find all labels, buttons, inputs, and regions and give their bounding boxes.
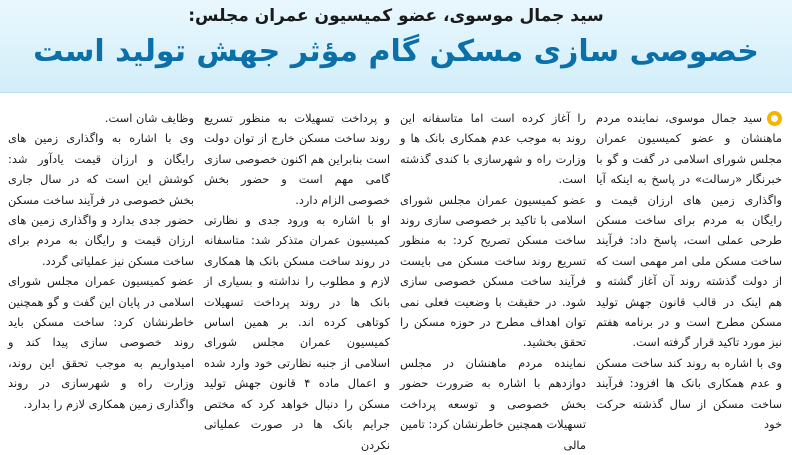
article-paragraph: وی با اشاره به واگذاری زمین های رایگان و ارزان قیمت یادآور شد: کوشش این است که در سال جاری بخش خصوصی در فرآیند ساخت مسکن حضور جدی بدارد و واگذاری زمین های ارزان قیمت و رایگان به مردم برای ساخت مسکن نیز عملیاتی گردد. xyxy=(8,131,194,268)
article-paragraph: عضو کمیسیون عمران مجلس شورای اسلامی در پایان این گفت و گو همچنین خاطرنشان کرد: ساخت مسکن باید روند خصوصی سازی پیدا کند و امیدواریم به موجب تحقق این روند، وزارت راه و شهرسازی در روند واگذاری زمین همکاری لازم را بدارد. xyxy=(8,274,194,411)
article-paragraph: وظایف شان است. xyxy=(104,111,194,125)
article-paragraph: را آغاز کرده است اما متاسفانه این روند به موجب عدم همکاری بانک ها و وزارت راه و شهرسازی با کندی گذشته است. xyxy=(400,111,586,187)
article-column-2 xyxy=(399,108,586,452)
article-paragraph: وی با اشاره به روند کند ساخت مسکن و عدم همکاری بانک ها افزود: فرآیند ساخت مسکن از سال گذشته حرکت خود xyxy=(596,355,782,432)
article-paragraph: او با اشاره به ورود جدی و نظارتی کمیسیون عمران متذکر شد: متاسفانه در روند ساخت مسکن بانک ها همکاری لازم و مطلوب را نداشته و بسیاری از بانک ها در روند پرداخت تسهیلات کوتاهی کرده اند. بر همین اساس کمیسیون عمران مجلس شورای اسلامی از جنبه نظارتی خود وارد شده و اعمال ماده ۴ قانون جهش تولید مسکن را دنبال خواهد کرد که مختص جرایم بانک ها در صورت عملیاتی نکردن xyxy=(204,213,390,452)
article-header xyxy=(0,0,792,93)
article-column-3 xyxy=(204,108,390,452)
article-paragraph: سید جمال موسوی، نماینده مردم ماهنشان و عضو کمیسیون عمران مجلس شورای اسلامی در گفت و گو با خبرنگار «رسالت» در پاسخ به اینکه آیا واگذاری زمین های ارزان قیمت و رایگان به مردم برای ساخت مسکن طرحی عملی است، پاسخ داد: فرآیند ساخت مسکن ملی امر مهمی است که از دولت گذشته روند آن آغاز گشته و هم اینک در قالب قانون جهش تولید مسکن مطرح است و در برنامه هفتم نیز مورد تاکید قرار گرفته است. xyxy=(596,111,782,350)
article-paragraph: نماینده مردم ماهنشان در مجلس دوازدهم با اشاره به ضرورت حضور بخش خصوصی و توسعه پرداخت تسهیلات همچنین خاطرنشان کرد: تامین مالی xyxy=(399,355,586,452)
article-paragraph: عضو کمیسیون عمران مجلس شورای اسلامی با تاکید بر خصوصی سازی روند ساخت مسکن تصریح کرد: به منظور تسریع روند ساخت مسکن می بایست فرآیند ساخت مسکن خصوصی سازی شود. در حقیقت با وضعیت فعلی نمی توان اهداف مطرح در حوزه مسکن را تحقق بخشید. xyxy=(400,192,586,350)
article-column-4 xyxy=(8,108,194,430)
article-paragraph: و پرداخت تسهیلات به منظور تسریع روند ساخت مسکن خارج از توان دولت است بنابراین هم اکنون خصوصی سازی گامی مهم است و حضور بخش خصوصی الزام دارد. xyxy=(204,111,390,207)
article-headline: خصوصی سازی مسکن گام مؤثر جهش تولید است xyxy=(33,34,759,69)
article-kicker: سید جمال موسوی، عضو کمیسیون عمران مجلس: xyxy=(188,6,604,26)
article-column-1 xyxy=(596,108,782,430)
brand-bullet-icon xyxy=(767,111,782,126)
